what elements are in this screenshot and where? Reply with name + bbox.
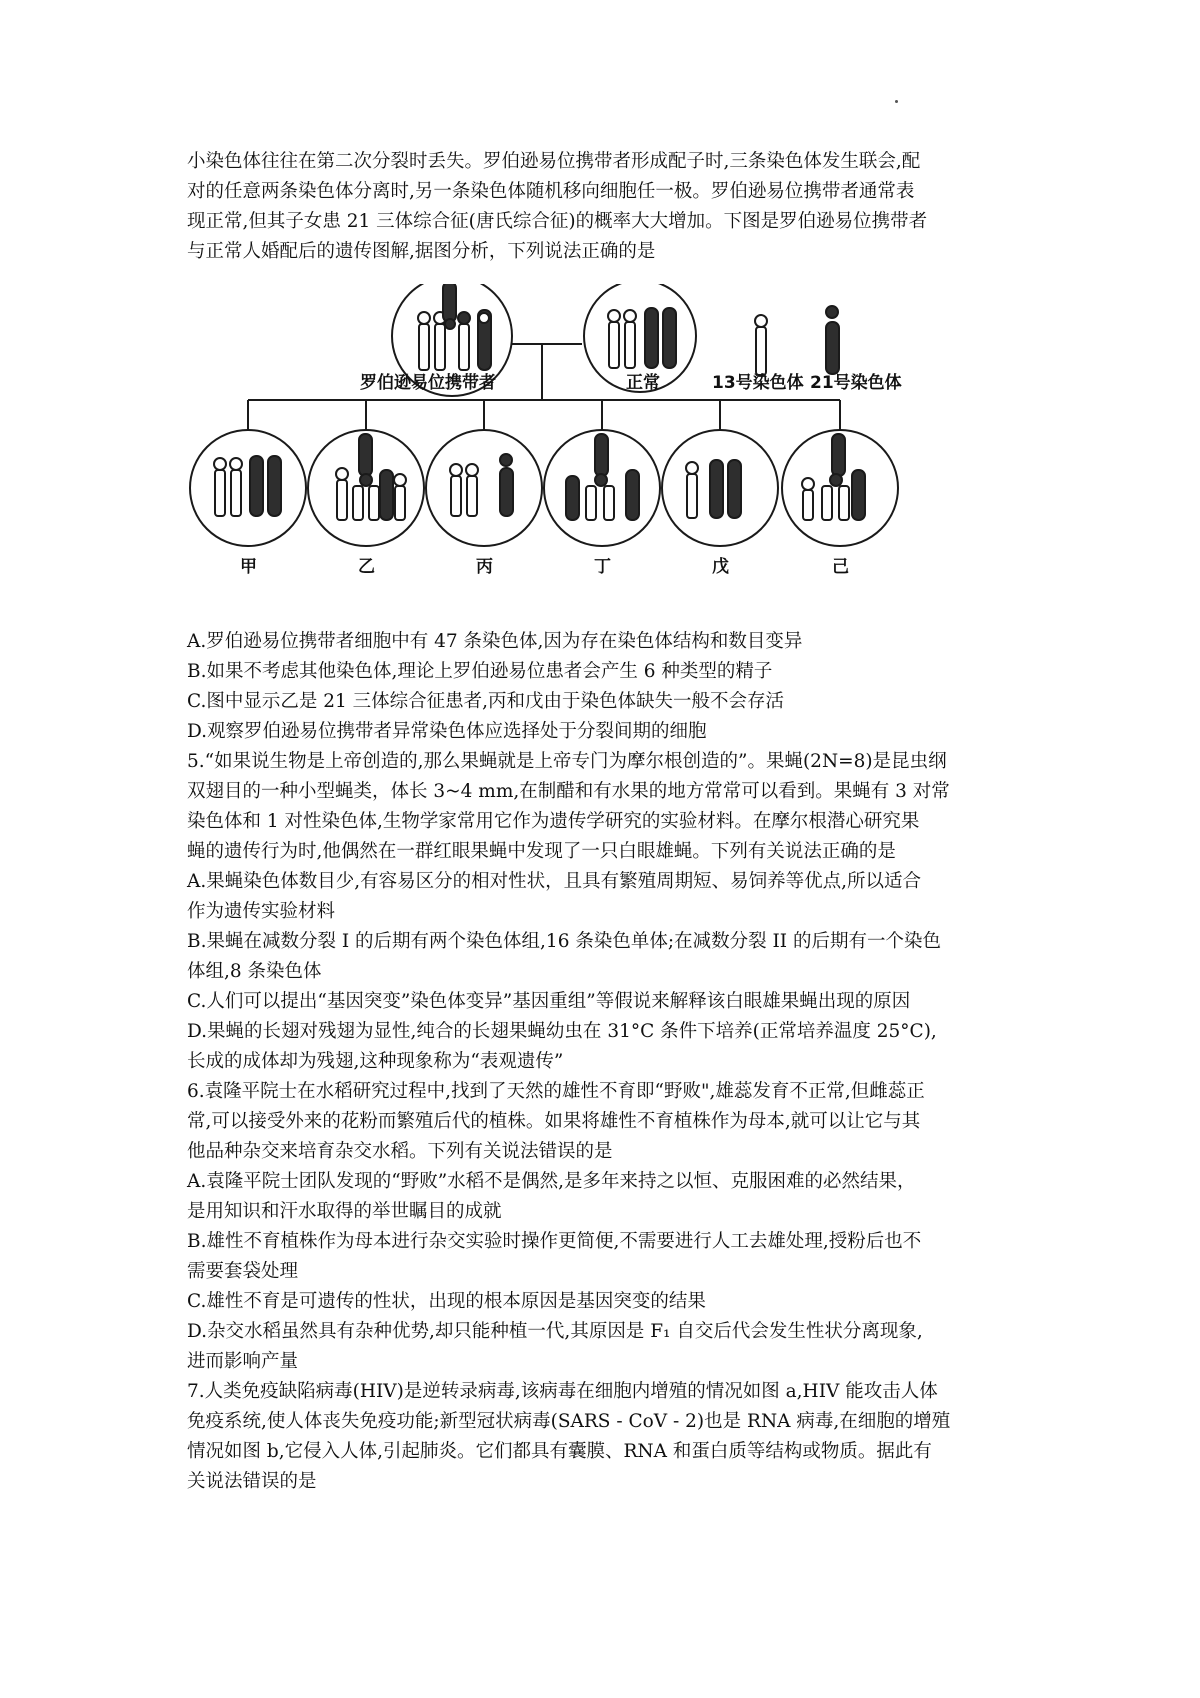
offspring-cell-ding <box>544 430 660 546</box>
question-text <box>187 627 1030 1497</box>
text-line: 常,可以接受外来的花粉而繁殖后代的植株。如果将雄性不育植株作为母本,就可以让它与其 <box>187 1111 921 1132</box>
text-line: C.人们可以提出“基因突变”染色体变异”基因重组”等假说来解释该白眼雄果蝇出现的原因 <box>187 991 911 1012</box>
text-line: 长成的成体却为残翅,这种现象称为“表观遗传” <box>187 1051 564 1072</box>
legend-13-icon <box>755 315 767 375</box>
text-line: 对的任意两条染色体分离时,另一条染色体随机移向细胞任一极。罗伯逊易位携带者通常表 <box>187 181 915 202</box>
inheritance-diagram <box>180 284 1020 618</box>
text-line: C.雄性不育是可遗传的性状，出现的根本原因是基因突变的结果 <box>187 1291 706 1312</box>
offspring-cell-yi <box>308 430 424 546</box>
offspring-cell-ji <box>782 430 898 546</box>
text-line: 需要套袋处理 <box>187 1261 299 1282</box>
scan-speck <box>895 100 898 103</box>
text-line: 与正常人婚配后的遗传图解,据图分析，下列说法正确的是 <box>187 241 656 262</box>
text-line: 免疫系统,使人体丧失免疫功能;新型冠状病毒(SARS - CoV - 2)也是 RNA 病毒,在细胞的增殖 <box>187 1411 951 1432</box>
offspring-label-bing: 丙 <box>476 557 493 577</box>
legend-21-label: 21号染色体 <box>810 373 902 393</box>
text-line: 体组,8 条染色体 <box>187 961 322 982</box>
text-line: 蝇的遗传行为时,他偶然在一群红眼果蝇中发现了一只白眼雄蝇。下列有关说法正确的是 <box>187 841 896 862</box>
legend-21-icon <box>826 306 839 374</box>
text-line: 是用知识和汗水取得的举世瞩目的成就 <box>187 1201 502 1222</box>
text-line: 小染色体往往在第二次分裂时丢失。罗伯逊易位携带者形成配子时,三条染色体发生联会,配 <box>187 151 921 172</box>
text-line: 他品种杂交来培育杂交水稻。下列有关说法错误的是 <box>187 1141 613 1162</box>
text-line: 7.人类免疫缺陷病毒(HIV)是逆转录病毒,该病毒在细胞内增殖的情况如图 a,HIV 能攻击人体 <box>187 1381 938 1402</box>
offspring-cell-bing <box>426 430 542 546</box>
intro-paragraph <box>187 147 1030 267</box>
text-line: B.如果不考虑其他染色体,理论上罗伯逊易位患者会产生 6 种类型的精子 <box>187 661 773 682</box>
text-line: 作为遗传实验材料 <box>187 901 336 922</box>
carrier-label: 罗伯逊易位携带者 <box>360 373 496 393</box>
offspring-label-ding: 丁 <box>594 557 611 577</box>
text-line: C.图中显示乙是 21 三体综合征患者,丙和戊由于染色体缺失一般不会存活 <box>187 691 785 712</box>
text-line: 情况如图 b,它侵入人体,引起肺炎。它们都具有囊膜、RNA 和蛋白质等结构或物质。据此有 <box>187 1441 932 1462</box>
offspring-cell-wu <box>662 430 778 546</box>
normal-label: 正常 <box>626 373 660 393</box>
diagram-svg <box>180 284 1020 618</box>
text-line: A.罗伯逊易位携带者细胞中有 47 条染色体,因为存在染色体结构和数目变异 <box>187 631 803 652</box>
text-line: 现正常,但其子女患 21 三体综合征(唐氏综合征)的概率大大增加。下图是罗伯逊易位携带者 <box>187 211 928 232</box>
text-line: B.果蝇在减数分裂 I 的后期有两个染色体组,16 条染色单体;在减数分裂 II 的后期有一个染色 <box>187 931 941 952</box>
offspring-label-jia: 甲 <box>240 557 257 577</box>
text-line: 6.袁隆平院士在水稻研究过程中,找到了天然的雄性不育即“野败",雄蕊发育不正常,但雌蕊正 <box>187 1081 925 1102</box>
text-line: B.雄性不育植株作为母本进行杂交实验时操作更简便,不需要进行人工去雄处理,授粉后也不 <box>187 1231 922 1252</box>
offspring-label-ji: 己 <box>832 557 849 577</box>
text-line: 5.“如果说生物是上帝创造的,那么果蝇就是上帝专门为摩尔根创造的”。果蝇(2N=8)是昆虫纲 <box>187 751 947 772</box>
text-line: D.杂交水稻虽然具有杂种优势,却只能种植一代,其原因是 F₁ 自交后代会发生性状分离现象, <box>187 1321 923 1342</box>
legend-13-label: 13号染色体 <box>712 373 804 393</box>
text-line: D.果蝇的长翅对残翅为显性,纯合的长翅果蝇幼虫在 31°C 条件下培养(正常培养温度 25°C), <box>187 1021 937 1042</box>
text-line: A.果蝇染色体数目少,有容易区分的相对性状，且具有繁殖周期短、易饲养等优点,所以适合 <box>187 871 922 892</box>
text-line: 进而影响产量 <box>187 1351 299 1372</box>
text-line: 染色体和 1 对性染色体,生物学家常用它作为遗传学研究的实验材料。在摩尔根潜心研究果 <box>187 811 920 832</box>
offspring-cell-jia <box>190 430 306 546</box>
text-line: 关说法错误的是 <box>187 1471 317 1492</box>
text-line: A.袁隆平院士团队发现的“野败”水稻不是偶然,是多年来持之以恒、克服困难的必然结果， <box>187 1171 916 1192</box>
offspring-label-wu: 戊 <box>712 557 729 577</box>
text-line: D.观察罗伯逊易位携带者异常染色体应选择处于分裂间期的细胞 <box>187 721 707 742</box>
offspring-label-yi: 乙 <box>358 557 375 577</box>
text-line: 双翅目的一种小型蝇类，体长 3~4 mm,在制醋和有水果的地方常常可以看到。果蝇有 3 对常 <box>187 781 950 802</box>
